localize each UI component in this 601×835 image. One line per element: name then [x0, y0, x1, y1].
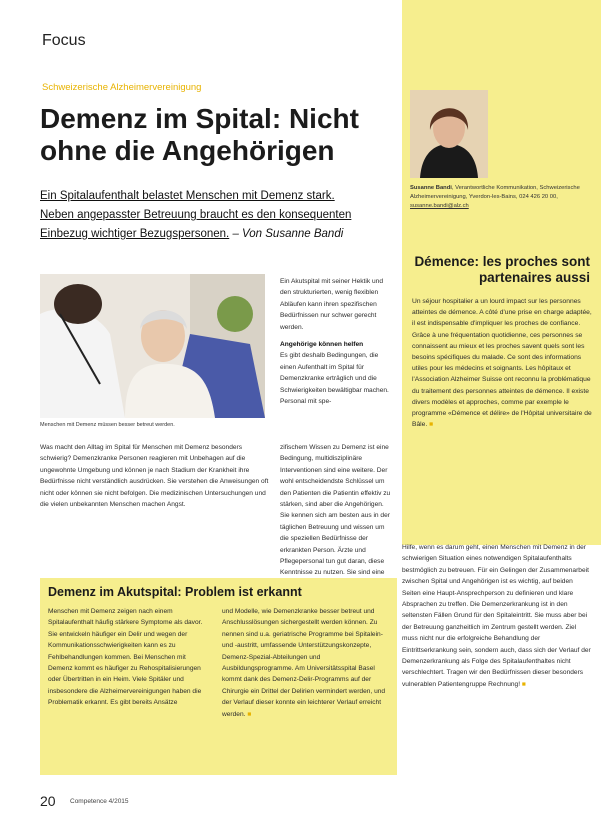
article-photo	[40, 274, 265, 418]
author-bio: Verantwortliche Kommunikation, Schweizerische Alzheimervereinigung, Yverdon-les-Bains, 024 426 20 00,	[410, 185, 580, 200]
lead-paragraph	[40, 187, 400, 244]
paragraph: Es gibt deshalb Bedingungen, die einen Aufenthalt im Spital für Demenzkranke erträglich und die Schwierigkeiten bewältigbar machen. Personal mit spe-	[280, 352, 389, 406]
end-mark-icon: ■	[521, 680, 526, 688]
portrait-illustration	[410, 90, 488, 178]
page-number: 20	[40, 793, 56, 809]
article-column-left	[40, 442, 270, 510]
paragraph: Menschen mit Demenz zeigen nach einem Spitalaufenthalt häufig stärkere Symptome als davor. Sie entwickeln häufiger ein Delir und wegen der Kommunikationsschwierigkeiten kann es zu Fehlbehandlungen kommen. Bei Menschen mit Demenz kommt es häufiger zu Rehospitalisierungen oder Übertritten in ein Heim. Viele Spitäler und insbesondere die Alzheimervereinigungen haben die Problematik erkannt. Es gibt bereits Ansätze	[48, 608, 203, 707]
author-email[interactable]: susanne.bandi@alz.ch	[410, 203, 469, 209]
article-title: Demenz im Spital: Nicht ohne die Angehörigen	[40, 103, 359, 166]
author-name: Susanne Bandi	[410, 185, 452, 191]
author-portrait	[410, 90, 488, 178]
paragraph-text: und Modelle, wie Demenzkranke besser betreut und Anschlusslösungen sichergestellt werden können. Zu nennen sind u.a. geriatrische Programme bei Spitalein- und -austritt, umfassende Unterstützungskonzepte, Demenz-Spezial-Abteilungen und Ausbildungsprogramme. Am Universitätsspital Basel kommt dank des Demenz-Delir-Programms auf der Chirurgie ein Drittel der Delirien vermindert werden, und der Verlauf dieser konnte ein leichterer Verlauf erreicht werden.	[222, 608, 386, 718]
byline: – Von Susanne Bandi	[232, 228, 344, 240]
paragraph: zifischem Wissen zu Demenz ist eine Bedingung, multidisziplinäre Interventionen sind eine weitere. Der wohl entscheidendste Schlüssel um den Patienten die Patientin effektiv zu stärken, sind aber die Angehörigen. Sie kennen sich am besten aus in der täglichen Betreuung und wissen um die speziellen Bedürfnisse der erkrankten Person. Ärzte und Pflegepersonal tun gut daran, diese Kenntnisse zu nutzen. Sie sind eine	[280, 444, 391, 577]
infobox-title: Demenz im Akutspital: Problem ist erkannt	[48, 585, 302, 599]
lead-line: Ein Spitalaufenthalt belastet Menschen mit Demenz stark.	[40, 190, 335, 202]
magazine-name: Competence 4/2015	[70, 798, 129, 805]
paragraph	[402, 542, 592, 690]
paragraph: Ein Akutspital mit seiner Hektik und den strukturierten, wenig flexiblen Abläufen kann ihren spezifischen Bedürfnissen nur schwer gerecht werden.	[280, 278, 383, 331]
french-summary-body	[412, 296, 592, 430]
end-mark-icon: ■	[429, 421, 434, 429]
french-summary-title: Démence: les proches sont partenaires aussi	[414, 254, 590, 285]
paragraph: Was macht den Alltag im Spital für Menschen mit Demenz besonders schwierig? Demenzkranke Personen reagieren mit Unbehagen auf die ungewohnte Umgebung und können je nach Stadium der Krankheit ihre Bedürfnisse nicht verständlich ausdrücken. Sie verstehen die Anweisungen oft nicht oder können sie nicht befolgen. Die medizinischen Untersuchungen und die vielen unbekannten Menschen machen Angst.	[40, 444, 269, 509]
paragraph-text: Hilfe, wenn es darum geht, einen Menschen mit Demenz in der schwierigen Situation eines notwendigen Spitalaufenthalts bestmöglich zu betreuen. Für ein Gelingen der Zusammenarbeit zwischen Spital und Angehörigen ist es wichtig, auf beiden Seiten eine Haupt-Ansprechperson zu definieren und klare Absprachen zu treffen. Die Demenzerkrankung ist in den seltensten Fällen Grund für den Spitaleintritt. Sie muss aber bei der Betreuung ganzheitlich im Zentrum gestellt werden. Ziel muss nicht nur die erfolgreiche Behandlung der Eintrittserkrankung sein, sondern auch, dass sich der Verlauf der Demenzerkrankung als Folge des Spitalaufenthaltes nicht verschlechtert. Tragen wir den Bedürfnissen dieser besonders vulnerablen Patientengruppe Rechnung!	[402, 544, 591, 688]
end-mark-icon: ■	[247, 710, 252, 718]
infobox-column-2	[222, 606, 390, 720]
subheading: Angehörige können helfen	[280, 341, 364, 349]
paragraph: Un séjour hospitalier a un lourd impact sur les personnes atteintes de démence. A côté d'une prise en charge adaptée, il est indispensable d'impliquer les proches de confiance. Grâce à une fréquentation quotidienne, ces personnes se connaissent au mieux et les proches savent quels sont les besoins spécifiques du malade. Ce sont des informations utiles pour les médecins et soignants. Les hôpitaux et l'Association Alzheimer Suisse ont reconnu la problématique du traitement des personnes atteintes de démence. Il existe divers modèles et approches, comme par exemple le programme «Démence et délire» de l'Hôpital universitaire de Bâle.	[412, 298, 592, 429]
photo-caption: Menschen mit Demenz müssen besser betreut werden.	[40, 422, 175, 428]
article-column-middle	[280, 442, 394, 590]
author-info: Susanne Bandi, Verantwortliche Kommunikation, Schweizerische Alzheimervereinigung, Yverdon-les-Bains, 024 426 20 00, susanne.bandi@alz.ch	[410, 185, 580, 209]
photo-illustration	[40, 274, 265, 418]
article-column-right	[402, 542, 592, 690]
paragraph	[222, 606, 390, 720]
infobox-column-1	[48, 606, 208, 709]
article-column-middle-top	[280, 276, 394, 407]
section-label: Focus	[42, 32, 86, 49]
kicker: Schweizerische Alzheimervereinigung	[42, 82, 202, 93]
lead-line: Einbezug wichtiger Bezugspersonen.	[40, 228, 230, 240]
lead-line: Neben angepasster Betreuung braucht es den konsequenten	[40, 209, 352, 221]
